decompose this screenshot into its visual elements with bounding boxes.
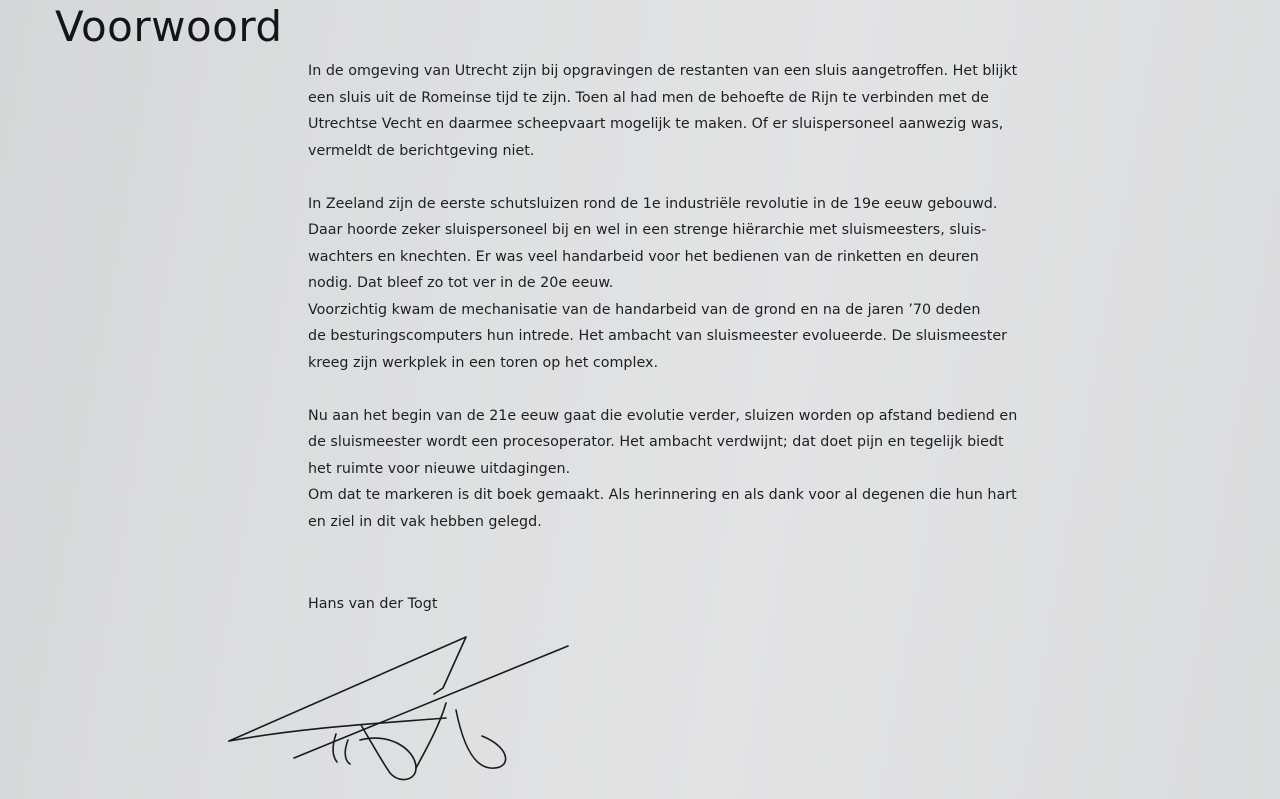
handwritten-signature bbox=[220, 628, 580, 793]
text-line: de sluismeester wordt een procesoperator. Het ambacht verdwijnt; dat doet pijn en tegelijk biedt bbox=[308, 434, 1004, 450]
foreword-body bbox=[308, 58, 1018, 562]
paragraph bbox=[308, 58, 1018, 164]
text-line: wachters en knechten. Er was veel handarbeid voor het bedienen van de rinketten en deuren bbox=[308, 248, 979, 265]
text-line: Nu aan het begin van de 21e eeuw gaat die evolutie verder, sluizen worden op afstand bediend en bbox=[308, 407, 1018, 424]
text-line: In Zeeland zijn de eerste schutsluizen rond de 1e industriële revolutie in de 19e eeuw gebouwd. bbox=[308, 195, 998, 212]
author-name: Hans van der Togt bbox=[308, 596, 438, 612]
paragraph bbox=[308, 403, 1018, 536]
text-line: kreeg zijn werkplek in een toren op het complex. bbox=[308, 354, 659, 371]
text-line: en ziel in dit vak hebben gelegd. bbox=[308, 513, 542, 530]
text-line: Daar hoorde zeker sluispersoneel bij en wel in een strenge hiërarchie met sluismeesters, sluis- bbox=[308, 222, 987, 238]
text-line: In de omgeving van Utrecht zijn bij opgravingen de restanten van een sluis aangetroffen. Het blijkt bbox=[308, 63, 1018, 79]
page-title: Voorwoord bbox=[55, 2, 283, 51]
text-line: Om dat te markeren is dit boek gemaakt. Als herinnering en als dank voor al degenen die hun hart bbox=[308, 487, 1017, 503]
text-line: het ruimte voor nieuwe uitdagingen. bbox=[308, 460, 571, 477]
text-line: een sluis uit de Romeinse tijd te zijn. Toen al had men de behoefte de Rijn te verbinden met de bbox=[308, 89, 989, 106]
text-line: vermeldt de berichtgeving niet. bbox=[308, 142, 535, 159]
text-line: Voorzichtig kwam de mechanisatie van de handarbeid van de grond en na de jaren ’70 deden bbox=[308, 301, 981, 318]
text-line: de besturingscomputers hun intrede. Het ambacht van sluismeester evolueerde. De sluismeester bbox=[308, 328, 1007, 344]
paragraph bbox=[308, 191, 1008, 377]
text-line: Utrechtse Vecht en daarmee scheepvaart mogelijk te maken. Of er sluispersoneel aanwezig was, bbox=[308, 116, 1004, 132]
text-line: nodig. Dat bleef zo tot ver in de 20e eeuw. bbox=[308, 275, 614, 291]
